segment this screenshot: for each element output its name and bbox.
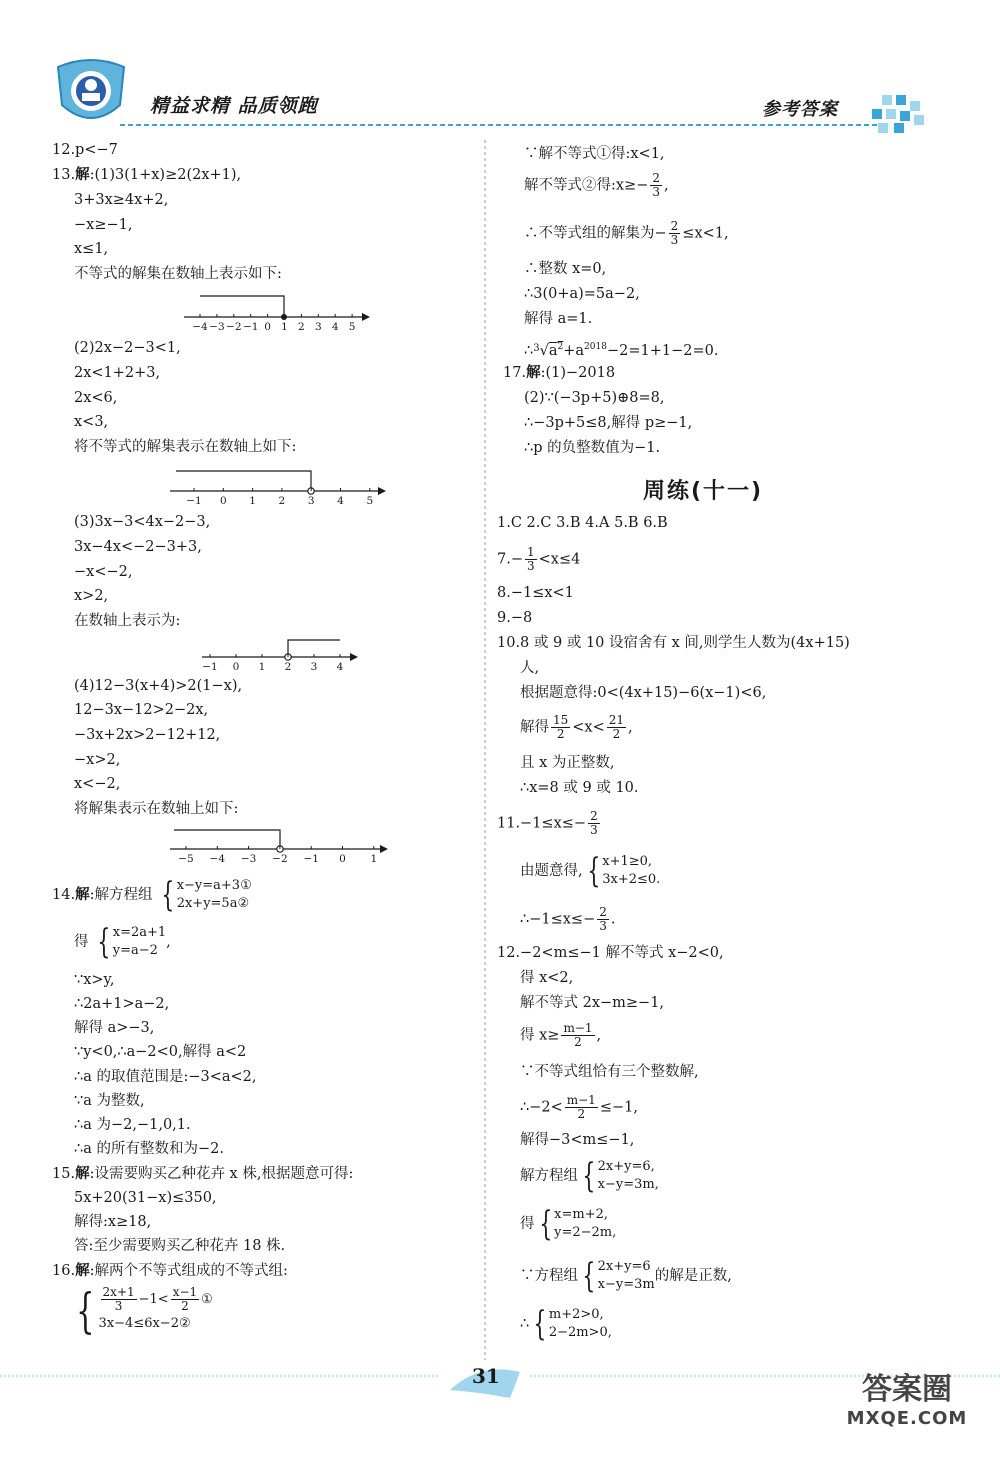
number-line-2	[166, 464, 386, 510]
header-squares-icon	[868, 95, 932, 135]
step-line: 且 x 为正整数,	[520, 755, 615, 771]
step-line: x≤1,	[74, 241, 109, 257]
step-line: 2x<1+2+3,	[74, 365, 161, 381]
step-line: 在数轴上表示为:	[74, 613, 181, 629]
header-divider	[120, 121, 880, 129]
step-line: 解得 a=1.	[524, 311, 593, 327]
step-line: 解得:x≥18,	[74, 1214, 152, 1230]
tick-label: 0	[232, 661, 240, 673]
tick-label: −1	[186, 495, 202, 507]
step-line: x<−2,	[74, 776, 121, 792]
answer-17: 17.解:(1)−2018	[503, 365, 616, 381]
step-line: ∴整数 x=0,	[524, 261, 607, 277]
tick-label: 3	[307, 495, 315, 507]
step-line: ∴a 的所有整数和为−2.	[74, 1141, 224, 1157]
step-line: ∴−1≤x≤− $\frac{2}{3}$ .	[520, 905, 616, 933]
step-line: ∵a 为整数,	[74, 1093, 145, 1109]
tick-label: −3	[209, 321, 225, 333]
step-line: 解不等式②得:x≥− $\frac{2}{3}$ ,	[524, 171, 669, 199]
step-line: ∴x=8 或 9 或 10.	[520, 780, 639, 796]
tick-label: −2	[272, 853, 288, 865]
step-line: x<3,	[74, 414, 109, 430]
tick-label: 4	[336, 661, 344, 673]
header-section-label: 参考答案	[762, 99, 838, 120]
page-number: 31	[472, 1364, 500, 1388]
step-line: 2x<6,	[74, 390, 118, 406]
equation-system: { x−y=a+3① 2x+y=5a②	[161, 875, 252, 915]
tick-label: 3	[314, 321, 322, 333]
tick-label: 3	[310, 661, 318, 673]
step-line: ∵x>y,	[74, 972, 115, 988]
step-line: ∴−3p+5≤8,解得 p≥−1,	[524, 415, 693, 431]
tick-label: −2	[226, 321, 242, 333]
step-line: 3x−4x<−2−3+3,	[74, 539, 202, 555]
step-line: $\therefore^3√a^2+a^{2018}-2=1+1-2=0$.	[524, 342, 719, 359]
tick-label: 1	[249, 495, 256, 507]
tick-label: 4	[331, 321, 339, 333]
step-line: 由题意得, { x+1≥0, 3x+2≤0.	[520, 851, 661, 891]
answer-8: 8.−1≤x<1	[497, 585, 574, 601]
answer-9: 9.−8	[497, 610, 533, 626]
answer-12: 12.p<−7	[52, 142, 118, 158]
step-line: ∵y<0,∴a−2<0,解得 a<2	[74, 1044, 247, 1060]
answer-7: 7.− $\frac{1}{3}$ <x≤4	[497, 545, 581, 573]
step-line: ∴a 为−2,−1,0,1.	[74, 1117, 191, 1133]
column-divider	[483, 140, 487, 1360]
step-line: 人,	[520, 660, 540, 676]
section-title: 周练(十一)	[643, 479, 764, 504]
tick-label: 1	[370, 853, 378, 865]
tick-label: −1	[303, 853, 319, 865]
step-line: −x>2,	[74, 752, 121, 768]
choice-answers: 1.C 2.C 3.B 4.A 5.B 6.B	[497, 515, 668, 531]
step-line: ∴2a+1>a−2,	[74, 996, 170, 1012]
tick-label: 1	[258, 661, 266, 673]
tick-label: 0	[219, 495, 227, 507]
step-line: ∴3(0+a)=5a−2,	[524, 286, 640, 302]
step-line: ∴−2< $\frac{m-1}{2}$ ≤−1,	[520, 1093, 638, 1121]
step-line: 解得 a>−3,	[74, 1020, 155, 1036]
step-line: 得 x≥ $\frac{m-1}{2}$ ,	[520, 1021, 602, 1049]
step-line: −x<−2,	[74, 564, 133, 580]
tick-label: 5	[366, 495, 374, 507]
number-line-3	[198, 635, 358, 675]
step-line: 12−3x−12>2−2x,	[74, 702, 209, 718]
step-line: ∴p 的负整数值为−1.	[524, 440, 661, 456]
step-line: −x≥−1,	[74, 217, 133, 233]
step-line: 3+3x≥4x+2,	[74, 192, 169, 208]
answer-16: 16.解:解两个不等式组成的不等式组:	[52, 1263, 288, 1279]
step-line: (4)12−3(x+4)>2(1−x),	[74, 678, 243, 694]
step-line: ∴ { m+2>0, 2−2m>0,	[520, 1304, 612, 1344]
step-line: 不等式的解集在数轴上表示如下:	[74, 266, 282, 282]
tick-label: −4	[192, 321, 208, 333]
header	[0, 55, 1000, 140]
logo-emblem	[52, 57, 130, 129]
step-line: 解得−3<m≤−1,	[520, 1132, 635, 1148]
number-line-1	[180, 290, 370, 336]
step-line: ∵解不等式①得:x<1,	[524, 146, 665, 162]
step-line: (2)2x−2−3<1,	[74, 340, 181, 356]
answer-10: 10.8 或 9 或 10 设宿舍有 x 间,则学生人数为(4x+15)	[497, 635, 850, 651]
answer-13: 13.解:(1)3(1+x)≥2(2x+1),	[52, 167, 242, 183]
answer-11: 11.−1≤x≤− $\frac{2}{3}$	[497, 809, 598, 837]
tick-label: 1	[281, 321, 288, 333]
tick-label: 2	[278, 495, 286, 507]
step-line: −3x+2x>2−12+12,	[74, 727, 221, 743]
answer-14: 14.解:解方程组 { x−y=a+3① 2x+y=5a②	[52, 875, 252, 915]
step-line: 将不等式的解集表示在数轴上如下:	[74, 439, 297, 455]
tick-label: 0	[339, 853, 346, 865]
tick-label: −1	[202, 661, 218, 673]
tick-label: 0	[264, 321, 271, 333]
watermark-logo: 答案圈 MXQE.COM	[846, 1372, 968, 1429]
tick-label: −5	[178, 853, 194, 865]
inequality-system: { $\frac{2x+1}{3}$ −1< $\frac{x-1}{2}$ ① 3x−4≤6x−2②	[76, 1282, 213, 1339]
step-line: (3)3x−3<4x−2−3,	[74, 514, 211, 530]
step-line: 得 x<2,	[520, 970, 574, 986]
step-line: ∵不等式组恰有三个整数解,	[520, 1064, 699, 1080]
tick-label: −4	[209, 853, 226, 865]
step-line: ∵方程组 { 2x+y=6 x−y=3m 的解是正数,	[520, 1256, 732, 1296]
step-line: 解不等式 2x−m≥−1,	[520, 995, 665, 1011]
step-line: 答:至少需要购买乙种花卉 18 株.	[74, 1238, 286, 1254]
step-line: 得 { x=m+2, y=2−2m,	[520, 1204, 617, 1244]
step-line: 根据题意得:0<(4x+15)−6(x−1)<6,	[520, 685, 767, 701]
answer-14-solution: 得 { x=2a+1 y=a−2 ,	[74, 922, 171, 962]
step-line: (2)∵(−3p+5)⊕8=8,	[524, 390, 665, 406]
number-line-4	[166, 824, 388, 868]
tick-label: 2	[298, 321, 305, 333]
header-slogan: 精益求精 品质领跑	[150, 95, 318, 117]
answer-12-right: 12.−2<m≤−1 解不等式 x−2<0,	[497, 945, 724, 961]
step-line: ∴不等式组的解集为− $\frac{2}{3}$ ≤x<1,	[524, 219, 729, 247]
tick-label: 4	[337, 495, 344, 507]
answer-15: 15.解:设需要购买乙种花卉 x 株,根据题意可得:	[52, 1166, 354, 1182]
step-line: 5x+20(31−x)≤350,	[74, 1190, 217, 1206]
tick-label: 2	[284, 661, 292, 673]
tick-label: −3	[240, 853, 257, 865]
step-line: ∴a 的取值范围是:−3<a<2,	[74, 1069, 257, 1085]
tick-label: 5	[348, 321, 356, 333]
step-line: 解得 $\frac{15}{2}$ <x< $\frac{21}{2}$ ,	[520, 713, 633, 741]
tick-label: −1	[242, 321, 259, 333]
step-line: x>2,	[74, 588, 109, 604]
step-line: 将解集表示在数轴上如下:	[74, 801, 239, 817]
equation-system: { x=2a+1 y=a−2	[97, 922, 167, 962]
step-line: 解方程组 { 2x+y=6, x−y=3m,	[520, 1156, 659, 1196]
